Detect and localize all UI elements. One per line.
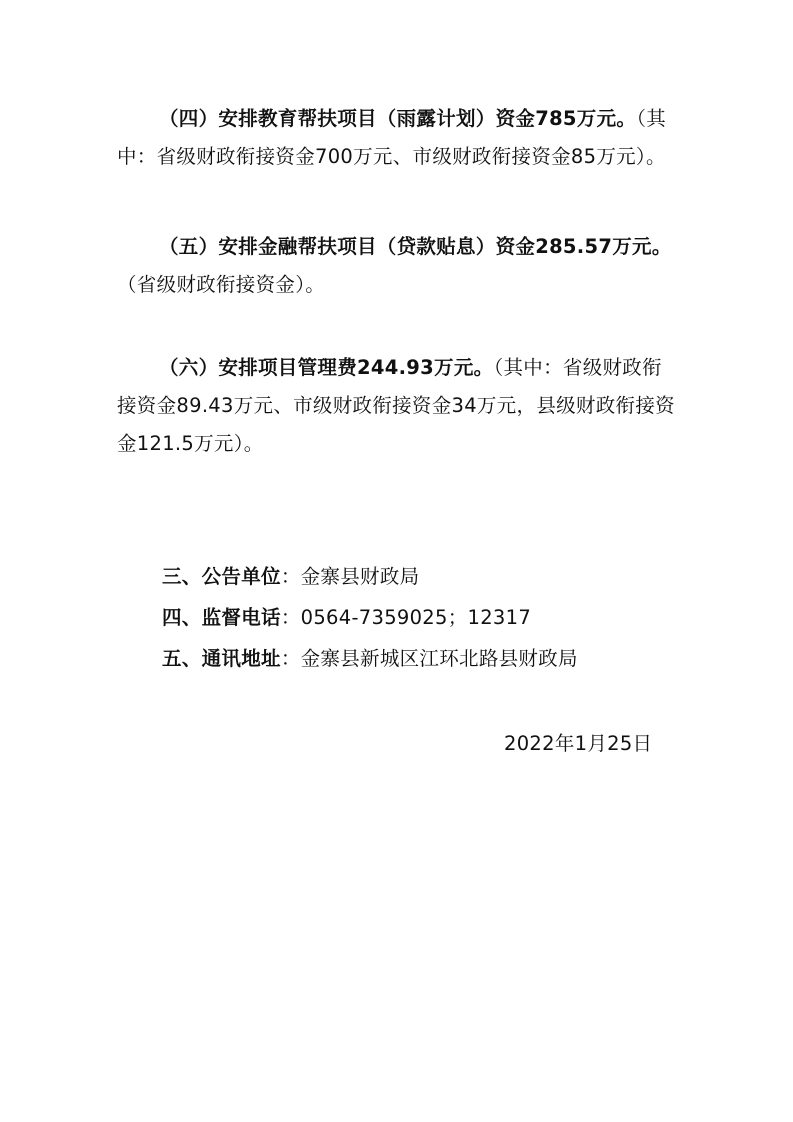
notice-publisher-label: 三、公告单位 (162, 565, 281, 588)
item-management-fee (117, 349, 681, 463)
item-finance-heading: （五）安排金融帮扶项目（贷款贴息）资金285.57万元。 (159, 235, 672, 258)
notice-publisher-value: ：金寨县财政局 (280, 565, 420, 588)
item-management-fee-detail: （其中：省级财政衔接资金89.43万元、市级财政衔接资金34万元，县级财政衔接资金121.5万元）。 (117, 356, 675, 455)
notice-address-value: ：金寨县新城区江环北路县财政局 (280, 647, 578, 670)
notice-address (162, 645, 578, 673)
item-finance-detail: （省级财政衔接资金）。 (117, 273, 326, 296)
notice-publisher (162, 563, 419, 591)
document-date: 2022年1月25日 (504, 732, 653, 755)
item-finance (117, 228, 681, 304)
item-education-detail: （其中：省级财政衔接资金700万元、市级财政衔接资金85万元）。 (117, 107, 667, 168)
notice-address-label: 五、通讯地址 (162, 647, 281, 670)
item-management-fee-heading: （六）安排项目管理费244.93万元。 (159, 356, 494, 379)
notice-phone-value: ：0564-7359025；12317 (280, 606, 532, 629)
item-education (117, 100, 681, 176)
item-education-heading: （四）安排教育帮扶项目（雨露计划）资金785万元。 (159, 107, 637, 130)
notice-phone (162, 604, 531, 632)
notice-phone-label: 四、监督电话 (162, 606, 281, 629)
